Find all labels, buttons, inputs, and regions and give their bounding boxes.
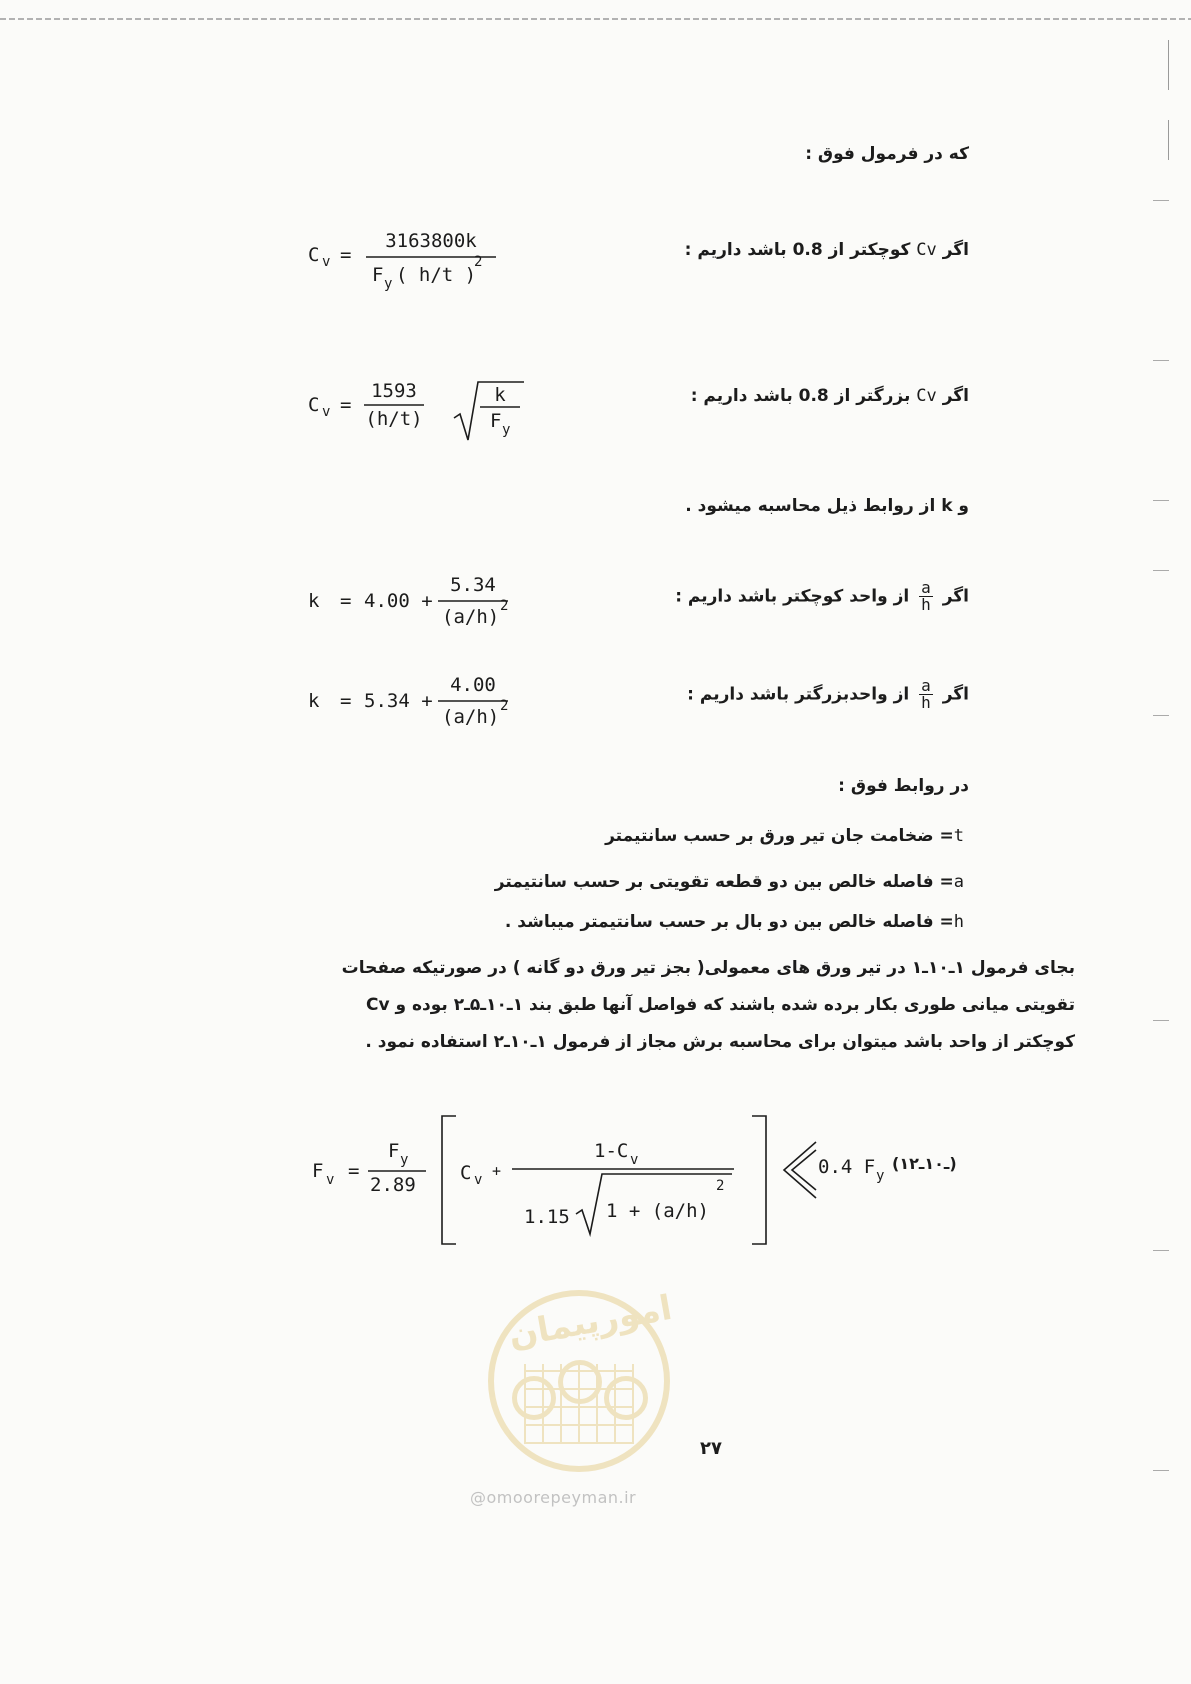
eq-sign: =	[340, 244, 352, 266]
eq-lhs: C	[308, 244, 320, 266]
cond-post: از واحدبزرگتر باشد داریم :	[687, 684, 910, 705]
def-text: = ضخامت جان تیر ورق بر حسب سانتیمتر	[605, 826, 954, 846]
fraction-bar	[364, 404, 424, 407]
condition-ratio-less	[675, 580, 969, 613]
scan-edge-mark	[1168, 40, 1169, 90]
eq-lhs-sub: v	[322, 404, 331, 420]
inner-rad: 1 + (a/h)	[606, 1200, 709, 1222]
eq-den-f: F	[372, 264, 384, 286]
cv-term-sub: v	[474, 1172, 483, 1188]
fraction-bar	[438, 700, 508, 703]
right-bracket	[750, 1114, 770, 1246]
eq-lhs: k	[308, 590, 320, 612]
eq-lhs: C	[308, 394, 320, 416]
eq-denominator: (a/h)	[442, 706, 500, 728]
relations-line: در روابط فوق :	[838, 776, 969, 796]
radical-den-sub: y	[502, 422, 511, 438]
eq-lhs: k	[308, 690, 320, 712]
ratio-fraction	[919, 580, 933, 613]
eq-den-exp: 2	[500, 698, 509, 714]
cond-symbol: Cv	[916, 240, 937, 260]
condition-cv-less	[685, 240, 969, 260]
scan-edge-tick	[1153, 1020, 1169, 1021]
scan-edge-tick	[1153, 570, 1169, 571]
equation-cv-large	[308, 380, 538, 450]
eq-sign: =	[340, 394, 352, 416]
k-intro-line: و k از روابط ذیل محاسبه میشود .	[685, 496, 969, 516]
definition-t	[605, 826, 964, 846]
eq-den-sub: y	[384, 276, 393, 292]
plus-sign: +	[492, 1162, 502, 1180]
scan-edge-tick	[1153, 715, 1169, 716]
watermark-url: @omoorepeyman.ir	[470, 1488, 637, 1507]
radical-numerator: k	[494, 384, 506, 406]
watermark-seal	[488, 1287, 675, 1472]
rhs-term-sub: y	[876, 1168, 885, 1184]
def-text: = فاصله خالص بین دو بال بر حسب سانتیمتر میباشد .	[504, 912, 954, 932]
scan-edge-mark	[1168, 120, 1169, 160]
inner-den-coef: 1.15	[524, 1206, 570, 1228]
ratio-fraction	[919, 678, 933, 711]
eq-denominator: (h/t)	[365, 408, 423, 430]
equation-k-large	[308, 674, 528, 738]
eq-den-rest: ( h/t )	[396, 264, 477, 286]
def-text: = فاصله خالص بین دو قطعه تقویتی بر حسب سانتیمتر	[494, 872, 954, 892]
eq-sign: =	[340, 590, 352, 612]
eq-lhs-sub: v	[326, 1172, 335, 1188]
ratio-den: h	[921, 693, 931, 712]
rhs-term: 0.4 F	[818, 1156, 876, 1178]
less-equal-sign	[782, 1140, 818, 1200]
eq-numerator: 1593	[371, 380, 417, 402]
eq-den-exp: 2	[500, 598, 509, 614]
cond-post: کوچکتر از 0.8 باشد داریم :	[684, 240, 911, 260]
fraction-bar	[480, 406, 520, 409]
cond-post: از واحد کوچکتر باشد داریم :	[675, 586, 910, 607]
paragraph-line: کوچکتر از واحد باشد میتوان برای محاسبه برش مجاز از فرمول ۱ـ۱۰ـ۲ استفاده نمود .	[365, 1032, 1075, 1052]
watermark-grid	[524, 1364, 634, 1444]
eq-base: 5.34 +	[364, 690, 433, 712]
condition-ratio-greater	[687, 678, 969, 711]
fraction-bar	[368, 1170, 426, 1173]
scan-top-rule	[0, 18, 1191, 20]
definition-a	[495, 872, 964, 892]
scan-edge-tick	[1153, 500, 1169, 501]
left-bracket	[440, 1114, 460, 1246]
scan-edge-tick	[1153, 360, 1169, 361]
page-number: ۲۷	[700, 1438, 722, 1459]
eq-sign: =	[348, 1160, 360, 1182]
fy-num-sub: y	[400, 1152, 409, 1168]
cond-pre: اگر	[942, 240, 969, 260]
cond-post: بزرگتر از 0.8 باشد داریم :	[690, 386, 911, 406]
fy-num: F	[388, 1140, 400, 1162]
inner-rad-exp: 2	[716, 1178, 725, 1194]
scan-edge-tick	[1153, 200, 1169, 201]
watermark-text: امورپیمان	[505, 1287, 675, 1356]
cond-pre: اگر	[942, 586, 969, 607]
paragraph-line: تقویتی میانی طوری بکار برده شده باشند که فواصل آنها طبق بند ۱ـ۱۰ـ۵ـ۲ بوده و Cv	[366, 995, 1075, 1015]
eq-denominator: (a/h)	[442, 606, 500, 628]
radical-den-f: F	[490, 410, 502, 432]
eq-numerator: 3163800k	[385, 230, 477, 252]
scan-edge-tick	[1153, 1470, 1169, 1471]
fraction-bar	[438, 600, 508, 603]
equation-k-small	[308, 574, 528, 638]
definition-h	[505, 912, 964, 932]
equation-label: (۱ـ۱۰ـ۲)	[892, 1154, 957, 1173]
def-symbol: h	[953, 912, 964, 932]
condition-cv-greater	[691, 386, 969, 406]
eq-numerator: 5.34	[450, 574, 496, 596]
inner-num: 1-C	[594, 1140, 629, 1162]
ratio-num: a	[921, 676, 931, 695]
eq-lhs-sub: v	[322, 254, 331, 270]
cv-term: C	[460, 1162, 472, 1184]
ratio-den: h	[921, 595, 931, 614]
cond-pre: اگر	[942, 684, 969, 705]
scan-edge-tick	[1153, 1250, 1169, 1251]
intro-line: که در فرمول فوق :	[805, 144, 969, 164]
cond-symbol: Cv	[916, 386, 937, 406]
eq-sign: =	[340, 690, 352, 712]
body-paragraph	[330, 950, 1075, 1061]
eq-den-exp: 2	[474, 254, 483, 270]
eq-lhs: F	[312, 1160, 324, 1182]
equation-cv-small	[308, 230, 508, 300]
inner-num-sub: v	[630, 1152, 639, 1168]
fy-den: 2.89	[370, 1174, 416, 1196]
eq-base: 4.00 +	[364, 590, 433, 612]
cond-pre: اگر	[942, 386, 969, 406]
ratio-num: a	[921, 578, 931, 597]
fraction-bar	[512, 1168, 734, 1171]
equation-fv	[312, 1110, 1082, 1250]
paragraph-line: بجای فرمول ۱ـ۱۰ـ۱ در تیر ورق های معمولی( بجز تیر ورق دو گانه ) در صورتیکه صفحات	[341, 958, 1075, 978]
def-symbol: t	[953, 826, 964, 846]
eq-numerator: 4.00	[450, 674, 496, 696]
def-symbol: a	[953, 872, 964, 892]
